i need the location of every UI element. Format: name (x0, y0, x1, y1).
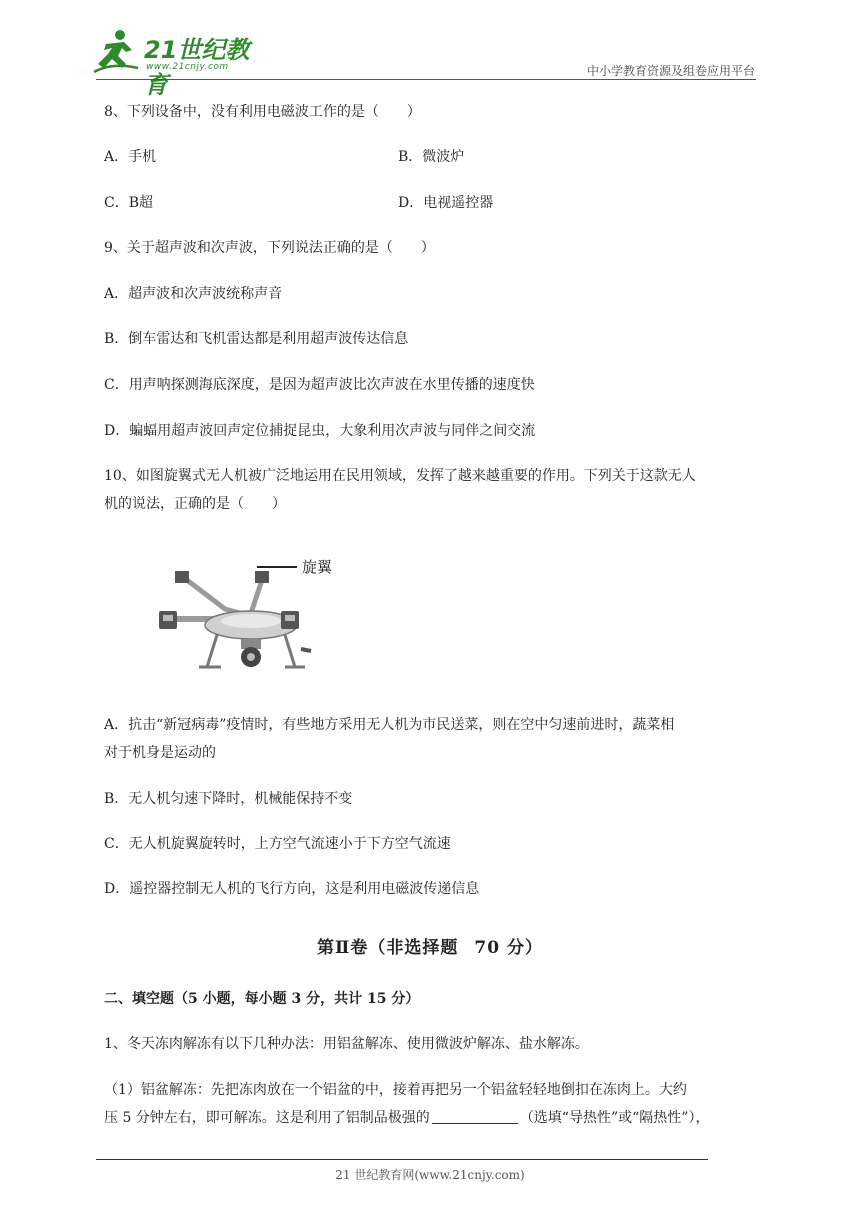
fill-q1-part1-text-a: 压 5 分钟左右，即可解冻。这是利用了铝制品极强的 (104, 1110, 430, 1126)
q10-option-c: C．无人机旋翼旋转时，上方空气流速小于下方空气流速 (104, 836, 451, 852)
q10-option-a-line2: 对于机身是运动的 (104, 745, 216, 761)
answer-blank[interactable] (432, 1109, 518, 1124)
q8-option-c: C．B超 (104, 195, 153, 211)
logo-text: 21世纪教育 (144, 36, 250, 99)
logo-url: www.21cnjy.com (146, 62, 229, 72)
fill-q1-part1-text-b: （选填“导热性”或“隔热性”）， (519, 1110, 710, 1126)
fill-q1-stem: 1、冬天冻肉解冻有以下几种办法：用铝盆解冻、使用微波炉解冻、盐水解冻。 (104, 1036, 589, 1052)
q8-option-d: D．电视遥控器 (398, 195, 494, 211)
footer-text: 21 世纪教育网(www.21cnjy.com) (335, 1168, 525, 1182)
q8-option-a: A．手机 (104, 149, 157, 165)
runner-logo-icon (92, 28, 142, 74)
q10-option-a-line1: A．抗击“新冠病毒”疫情时，有些地方采用无人机为市民送菜，则在空中匀速前进时，蔬菜相 (104, 717, 675, 733)
logo (92, 28, 262, 99)
q9-option-a: A．超声波和次声波统称声音 (104, 286, 283, 302)
q9-option-d: D．蝙蝠用超声波回声定位捕捉昆虫，大象利用次声波与同伴之间交流 (104, 423, 536, 439)
q10-option-d: D．遥控器控制无人机的飞行方向，这是利用电磁波传递信息 (104, 881, 480, 897)
q10-stem-line2: 机的说法，正确的是（ ） (104, 496, 286, 512)
fill-q1-part1-line1: （1）铝盆解冻：先把冻肉放在一个铝盆的中，接着再把另一个铝盆轻轻地倒扣在冻肉上。大约 (104, 1082, 687, 1098)
header-divider (96, 79, 756, 80)
q10-stem-line1: 10、如图旋翼式无人机被广泛地运用在民用领域，发挥了越来越重要的作用。下列关于这款无人 (104, 468, 696, 484)
q8-option-b: B．微波炉 (398, 149, 465, 165)
header-platform-text: 中小学教育资源及组卷应用平台 (586, 64, 755, 78)
q9-option-c: C．用声呐探测海底深度，是因为超声波比次声波在水里传播的速度快 (104, 377, 535, 393)
fill-q1-part1-line2 (104, 1108, 709, 1128)
fill-in-heading: 二、填空题（5 小题，每小题 3 分，共计 15 分） (104, 991, 420, 1007)
section-title-score: 70 分） (474, 938, 543, 958)
q9-option-b: B．倒车雷达和飞机雷达都是利用超声波传达信息 (104, 331, 409, 347)
figure-label-rotor: 旋翼 (302, 558, 333, 576)
q9-stem: 9、关于超声波和次声波，下列说法正确的是（ ） (104, 240, 435, 256)
section-title-text: 第Ⅱ卷（非选择题 (317, 938, 459, 958)
q10-option-b: B．无人机匀速下降时，机械能保持不变 (104, 791, 353, 807)
q8-stem: 8、下列设备中，没有利用电磁波工作的是（ ） (104, 104, 421, 120)
section-title (0, 933, 860, 958)
footer-divider (96, 1159, 708, 1160)
page-header (0, 0, 860, 99)
